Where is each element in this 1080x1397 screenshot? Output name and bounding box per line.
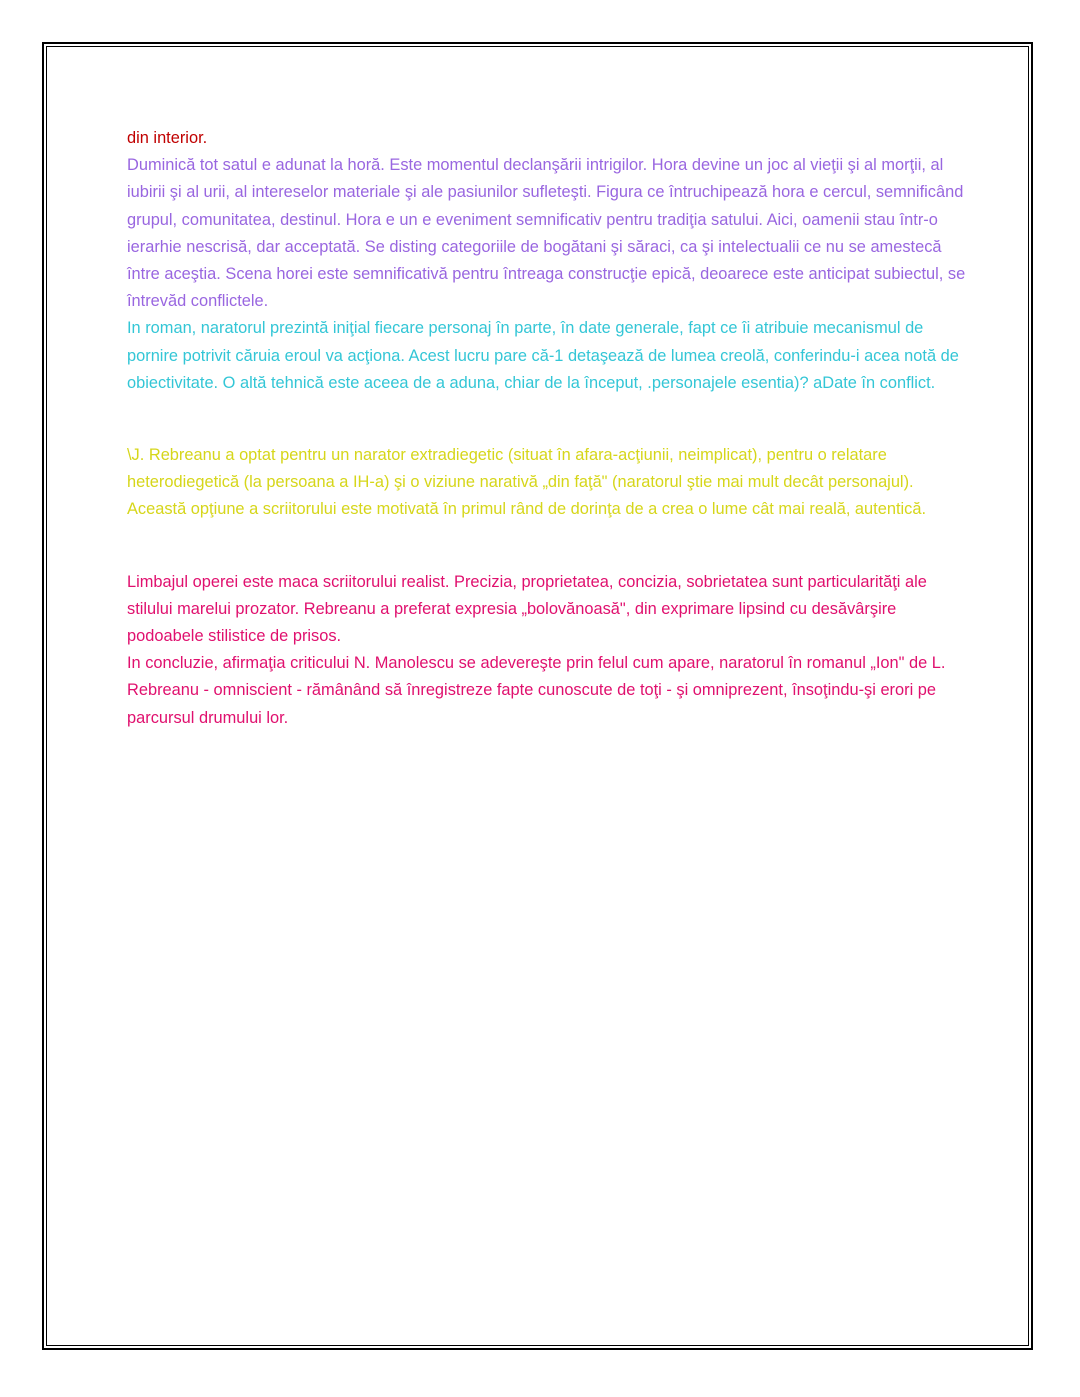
text-block-3 xyxy=(127,569,967,732)
paragraph-concluzie: In concluzie, afirmaţia criticului N. Manolescu se adevereşte prin felul cum apare, naratorul în romanul „Ion" de L. Rebreanu - omniscient - rămânând să înregistreze fapte cunoscute de toţi - şi omniprezent, însoţindu-şi erori pe parcursul drumului lor. xyxy=(127,654,946,727)
paragraph-narator-extradiegetic: \J. Rebreanu a optat pentru un narator extradiegetic (situat în afara-acţiunii, neimplicat), pentru o relatare heterodiegetică (la persoana a IH-a) şi o viziune narativă „din faţă" (naratorul ştie mai mult decât personajul). Această opţiune a scriitorului este motivată în primul rând de dorinţa de a crea o lume cât mai reală, autentică. xyxy=(127,446,927,519)
paragraph-spacer xyxy=(127,524,967,569)
text-block-2 xyxy=(127,442,967,524)
paragraph-hora: Duminică tot satul e adunat la horă. Este momentul declanşării intrigilor. Hora devine un joc al vieţii şi al morţii, al iubirii şi al urii, al intereselor materiale şi ale pasiunilor sufleteşti. Figura ce întruchipează hora e cercul, semnificând grupul, comunitatea, destinul. Hora e un e eveniment semnificativ pentru tradiţia satului. Aici, oamenii stau într-o ierarhie nescrisă, dar acceptată. Se disting categoriile de bogătani şi săraci, ca şi intelectualii ce nu se amestecă între aceştia. Scena horei este semnificativă pentru întreaga construcţie epică, deoarece este anticipat subiectul, se întrevăd conflictele. xyxy=(127,156,966,311)
paragraph-narator-personaje: In roman, naratorul prezintă iniţial fiecare personaj în parte, în date generale, fapt ce îi atribuie mecanismul de pornire potrivit căruia eroul va acţiona. Acest lucru pare că-1 detaşează de lumea creolă, conferindu-i acea notă de obiectivitate. O altă tehnică este aceea de a aduna, chiar de la început, .personajele esentia)? aDate în conflict. xyxy=(127,319,959,392)
paragraph-spacer xyxy=(127,397,967,442)
paragraph-limbajul: Limbajul operei este maca scriitorului realist. Precizia, proprietatea, concizia, sobrietatea sunt particularităţi ale stilului marelui prozator. Rebreanu a preferat expresia „bolovănoasă", din exprimare lipsind cu desăvârşire podoabele stilistice de prisos. xyxy=(127,572,927,646)
document-body xyxy=(127,125,967,732)
text-block-1 xyxy=(127,125,967,397)
paragraph-din-interior: din interior. xyxy=(127,129,208,147)
